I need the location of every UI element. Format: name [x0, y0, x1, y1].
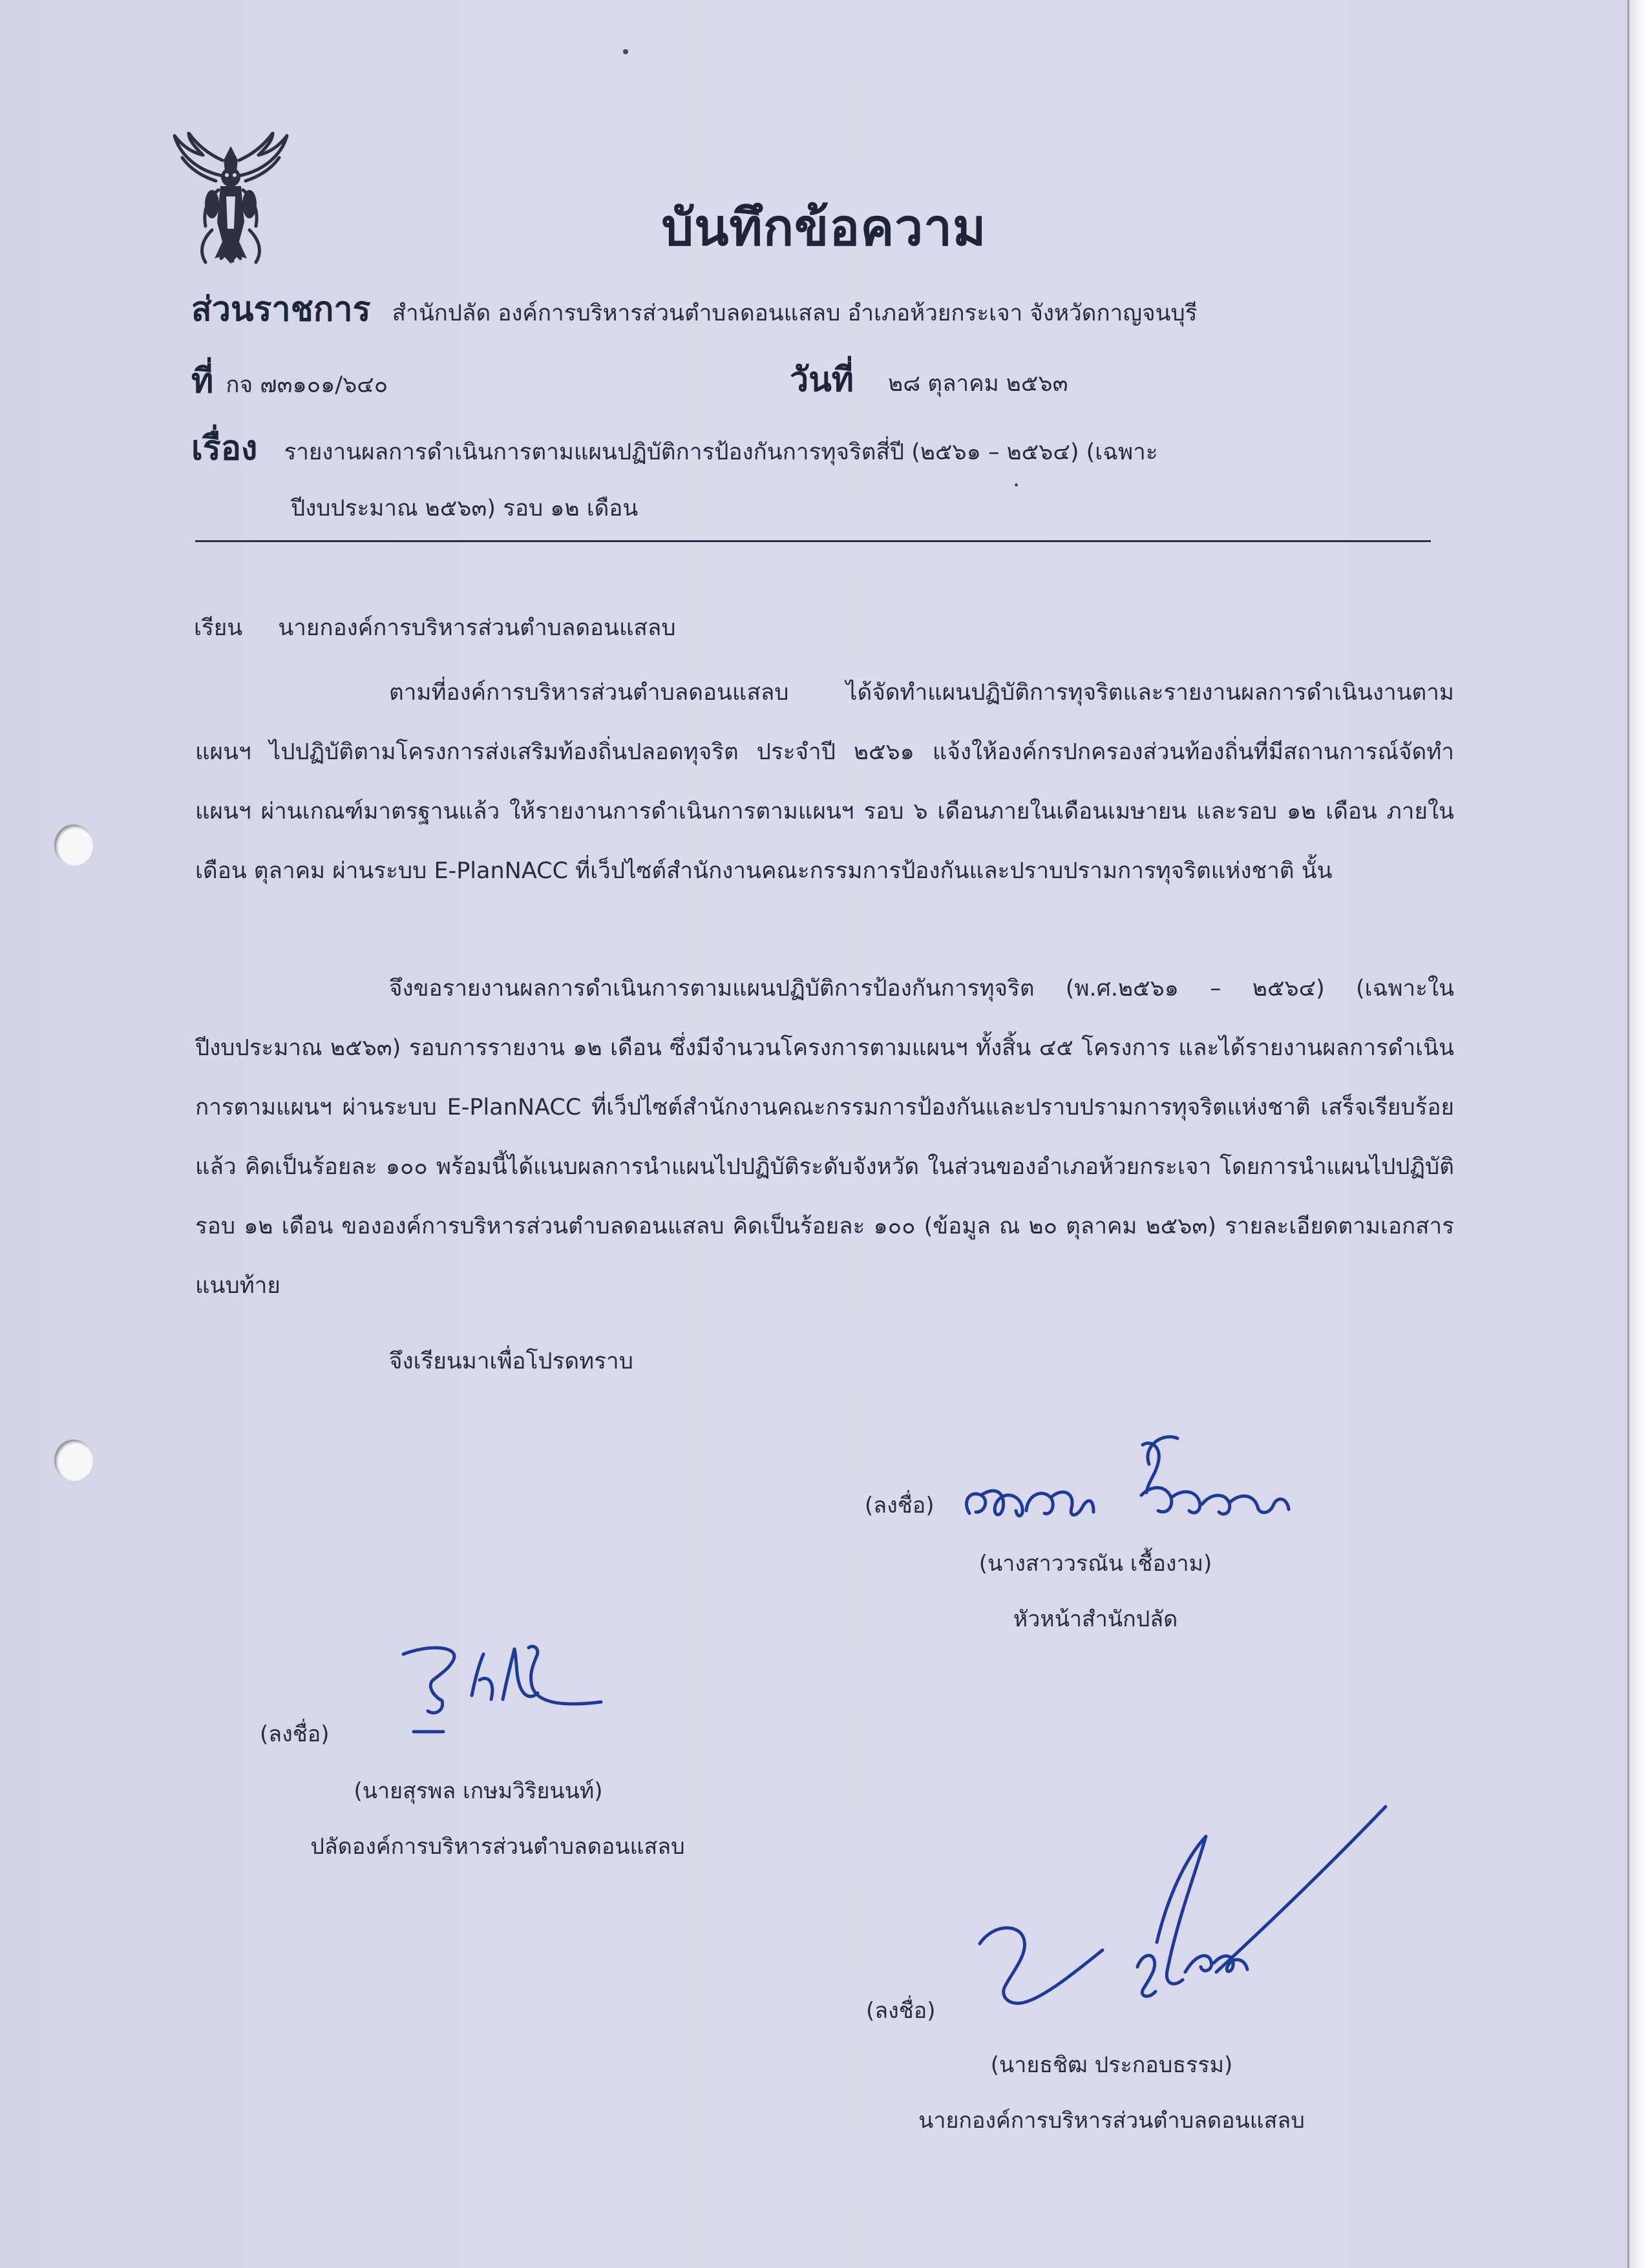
- signer-name-3: (นายธชิฒ ประกอบธรรม): [990, 2052, 1233, 2078]
- subject-line-1: รายงานผลการดำเนินการตามแผนปฏิบัติการป้องกันการทุจริตสี่ปี (๒๕๖๑ – ๒๕๖๔) (เฉพาะ: [284, 439, 1158, 465]
- signer-name-2: (นายสุรพล เกษมวิริยนนท์): [354, 1778, 603, 1804]
- salutation-label: เรียน: [194, 615, 243, 641]
- signature-prefix-1: (ลงชื่อ): [865, 1493, 935, 1518]
- memo-title: บันทึกข้อความ: [661, 199, 987, 257]
- subject-line-2: ปีงบประมาณ ๒๕๖๓) รอบ ๑๒ เดือน: [291, 496, 639, 521]
- signer-position-2: ปลัดองค์การบริหารส่วนตำบลดอนแสลบ: [310, 1834, 685, 1860]
- handwritten-signature-2: [394, 1635, 607, 1745]
- handwritten-signature-3: [963, 1803, 1402, 2022]
- date-row: [790, 363, 1068, 397]
- handwritten-signature-1: [955, 1428, 1343, 1538]
- reference-label: ที่: [191, 362, 214, 401]
- subject-label: เรื่อง: [191, 429, 258, 468]
- agency-row: [191, 290, 1198, 329]
- reference-value: กจ ๗๓๑๐๑/๖๔๐: [226, 372, 388, 398]
- date-value: ๒๘ ตุลาคม ๒๕๖๓: [888, 371, 1068, 397]
- salutation-value: นายกองค์การบริหารส่วนตำบลดอนแสลบ: [278, 615, 676, 641]
- agency-value: สำนักปลัด องค์การบริหารส่วนตำบลดอนแสลบ อำเภอห้วยกระเจา จังหวัดกาญจนบุรี: [392, 300, 1198, 326]
- agency-label: ส่วนราชการ: [191, 290, 371, 329]
- date-label: วันที่: [790, 361, 854, 399]
- reference-row: [191, 362, 388, 401]
- closing-line: จึงเรียนมาเพื่อโปรดทราบ: [389, 1349, 633, 1374]
- signer-name-1: (นางสาววรณัน เชื้องาม): [978, 1551, 1212, 1577]
- paper-speck: [1015, 483, 1018, 487]
- signer-position-1: หัวหน้าสำนักปลัด: [1013, 1606, 1178, 1632]
- signer-position-3: นายกองค์การบริหารส่วนตำบลดอนแสลบ: [918, 2108, 1305, 2134]
- signature-prefix-2: (ลงชื่อ): [260, 1721, 330, 1747]
- body-paragraph-2: จึงขอรายงานผลการดำเนินการตามแผนปฏิบัติการป้องกันการทุจริต (พ.ศ.๒๕๖๑ – ๒๕๖๔) (เฉพาะในปีงบประมาณ ๒๕๖๓) รอบการรายงาน ๑๒ เดือน ซึ่งมีจำนวนโครงการตามแผนฯ ทั้งสิ้น ๔๕ โครงการ และได้รายงานผลการดำเนินการตามแผนฯ ผ่านระบบ E-PlanNACC ที่เว็ปไซต์สำนักงานคณะกรรมการป้องกันและปราบปรามการทุจริตแห่งชาติ เสร็จเรียบร้อยแล้ว คิดเป็นร้อยละ ๑๐๐ พร้อมนี้ได้แนบผลการนำแผนไปปฏิบัติระดับจังหวัด ในส่วนของอำเภอห้วยกระเจา โดยการนำแผนไปปฏิบัติ รอบ ๑๒ เดือน ขององค์การบริหารส่วนตำบลดอนแสลบ คิดเป็นร้อยละ ๑๐๐ (ข้อมูล ณ ๒๐ ตุลาคม ๒๕๖๓) รายละเอียดตามเอกสารแนบท้าย: [195, 976, 1454, 1299]
- page-edge: [1625, 0, 1648, 2268]
- paper-speck: [623, 49, 628, 54]
- signature-prefix-3: (ลงชื่อ): [866, 1998, 936, 2024]
- salutation: [194, 610, 676, 646]
- body-paragraph-1: ตามที่องค์การบริหารส่วนตำบลดอนแสลบ ได้จัดทำแผนปฏิบัติการทุจริตและรายงานผลการดำเนินงานตามแผนฯ ไปปฏิบัติตามโครงการส่งเสริมท้องถิ่นปลอดทุจริต ประจำปี ๒๕๖๑ แจ้งให้องค์กรปกครองส่วนท้องถิ่นที่มีสถานการณ์จัดทำแผนฯ ผ่านเกณฑ์มาตรฐานแล้ว ให้รายงานการดำเนินการตามแผนฯ รอบ ๖ เดือนภายในเดือนเมษายน และรอบ ๑๒ เดือน ภายในเดือน ตุลาคม ผ่านระบบ E-PlanNACC ที่เว็ปไซต์สำนักงานคณะกรรมการป้องกันและปราบปรามการทุจริตแห่งชาติ นั้น: [195, 680, 1454, 884]
- punch-hole-top: [54, 824, 93, 866]
- header-divider: [195, 540, 1431, 542]
- punch-hole-bottom: [54, 1440, 93, 1481]
- subject-row: [191, 429, 1158, 468]
